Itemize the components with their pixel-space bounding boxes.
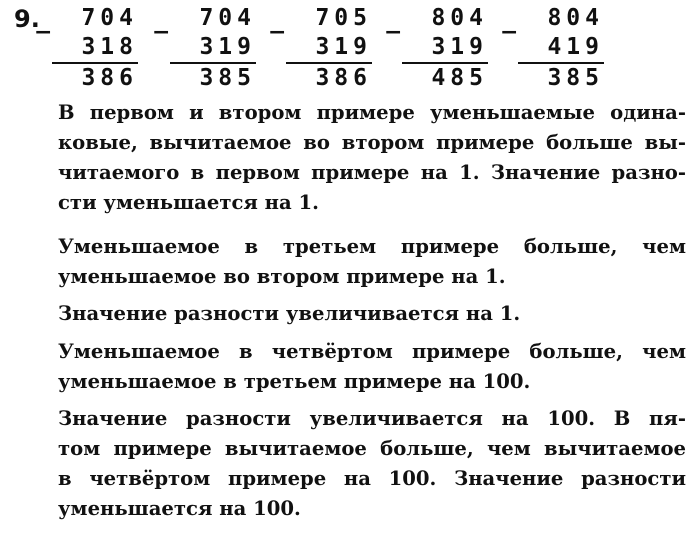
- minuend: 804: [547, 5, 604, 31]
- difference: 385: [518, 62, 604, 93]
- subtrahend: 319: [431, 34, 488, 60]
- text-line: Значение разности увеличивается на 1.: [58, 302, 521, 325]
- text-line: Уменьшаемое в четвёртом примере больше, чем: [58, 340, 686, 363]
- text-line: Значение разности увеличивается на 100. В пя-: [58, 407, 686, 430]
- text-line: ковые, вычитаемое во втором примере больше вы-: [58, 131, 686, 154]
- explanation-paragraph-2: [58, 232, 686, 292]
- text-line: Уменьшаемое в третьем примере больше, чем: [58, 235, 686, 258]
- subtraction-example-1: [34, 4, 138, 93]
- minus-sign: −: [500, 20, 519, 45]
- minuend: 804: [431, 5, 488, 31]
- subtrahend: 318: [81, 34, 138, 60]
- difference: 386: [286, 62, 372, 93]
- text-line: уменьшаемое во втором примере на 1.: [58, 265, 506, 288]
- subtraction-example-2: [152, 4, 256, 93]
- explanation-paragraph-1: [58, 98, 686, 218]
- text-line: в четвёртом примере на 100. Значение разности: [58, 467, 686, 490]
- explanation-paragraph-5: [58, 404, 686, 524]
- subtraction-example-3: [268, 4, 372, 93]
- text-line: В первом и втором примере уменьшаемые одина-: [58, 101, 686, 124]
- minus-sign: −: [34, 20, 53, 45]
- minus-sign: −: [152, 20, 171, 45]
- task-number: 9.: [14, 5, 40, 33]
- minuend: 704: [81, 5, 138, 31]
- subtraction-example-4: [384, 4, 488, 93]
- minuend: 705: [315, 5, 372, 31]
- difference: 485: [402, 62, 488, 93]
- minus-sign: −: [384, 20, 403, 45]
- text-line: том примере вычитаемое больше, чем вычитаемое: [58, 437, 686, 460]
- subtrahend: 319: [315, 34, 372, 60]
- explanation-paragraph-4: [58, 337, 686, 397]
- text-line: читаемого в первом примере на 1. Значение разно-: [58, 161, 686, 184]
- subtrahend: 319: [199, 34, 256, 60]
- minus-sign: −: [268, 20, 287, 45]
- text-line: сти уменьшается на 1.: [58, 191, 319, 214]
- text-line: уменьшаемое в третьем примере на 100.: [58, 370, 531, 393]
- text-line: уменьшается на 100.: [58, 497, 301, 520]
- explanation-paragraph-3: [58, 299, 686, 329]
- subtrahend: 419: [547, 34, 604, 60]
- difference: 385: [170, 62, 256, 93]
- difference: 386: [52, 62, 138, 93]
- minuend: 704: [199, 5, 256, 31]
- subtraction-example-5: [500, 4, 604, 93]
